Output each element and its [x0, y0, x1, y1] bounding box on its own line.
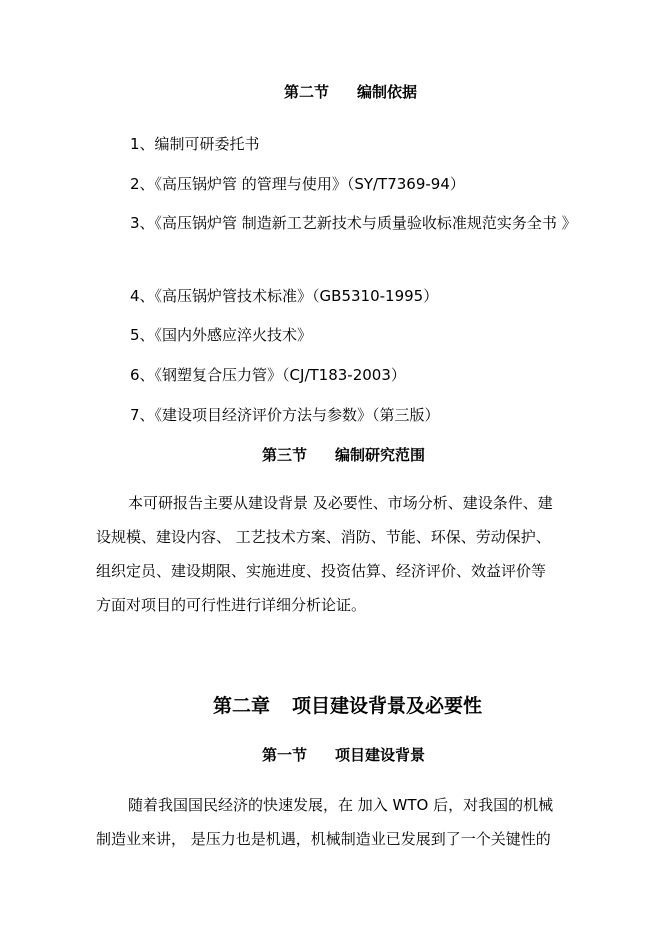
section-title: 编制依据: [357, 83, 418, 101]
section-heading-background: [262, 745, 425, 765]
section-heading-basis: [284, 82, 417, 102]
reference-item: 1、编制可研委托书: [130, 135, 260, 153]
paragraph-line: 方面对项目的可行性进行详细分析论证。: [96, 596, 367, 614]
chapter-heading: [213, 694, 482, 718]
paragraph-line: 制造业来讲， 是压力也是机遇，机械制造业已发展到了一个关键性的: [96, 830, 551, 848]
chapter-title: 项目建设背景及必要性: [292, 695, 483, 717]
section-title: 项目建设背景: [335, 746, 426, 764]
reference-item: 6、《钢塑复合压力管》（CJ/T183-2003）: [130, 366, 406, 384]
paragraph-line: 随着我国国民经济的快速发展，在 加入 WTO 后，对我国的机械: [128, 796, 554, 814]
reference-item: 3、《高压锅炉管 制造新工艺新技术与质量验收标准规范实务全书 》: [130, 214, 577, 232]
paragraph-line: 组织定员、建设期限、实施进度、投资估算、经济评价、效益评价等: [96, 562, 547, 580]
section-number: 第三节: [262, 446, 308, 464]
section-heading-scope: [262, 445, 425, 465]
reference-item: 5、《国内外感应淬火技术》: [130, 326, 313, 344]
paragraph-line: 设规模、建设内容、 工艺技术方案、消防、节能、环保、劳动保护、: [96, 528, 551, 546]
paragraph-line: 本可研报告主要从建设背景 及必要性、市场分析、建设条件、建: [128, 494, 553, 512]
section-title: 编制研究范围: [335, 446, 426, 464]
chapter-number: 第二章: [213, 695, 271, 717]
section-number: 第一节: [262, 746, 308, 764]
reference-item: 7、《建设项目经济评价方法与参数》（第三版）: [130, 406, 440, 424]
reference-item: 2、《高压锅炉管 的管理与使用》（SY/T7369-94）: [130, 175, 465, 193]
reference-item: 4、《高压锅炉管技术标准》（GB5310-1995）: [130, 287, 439, 305]
section-number: 第二节: [284, 83, 330, 101]
